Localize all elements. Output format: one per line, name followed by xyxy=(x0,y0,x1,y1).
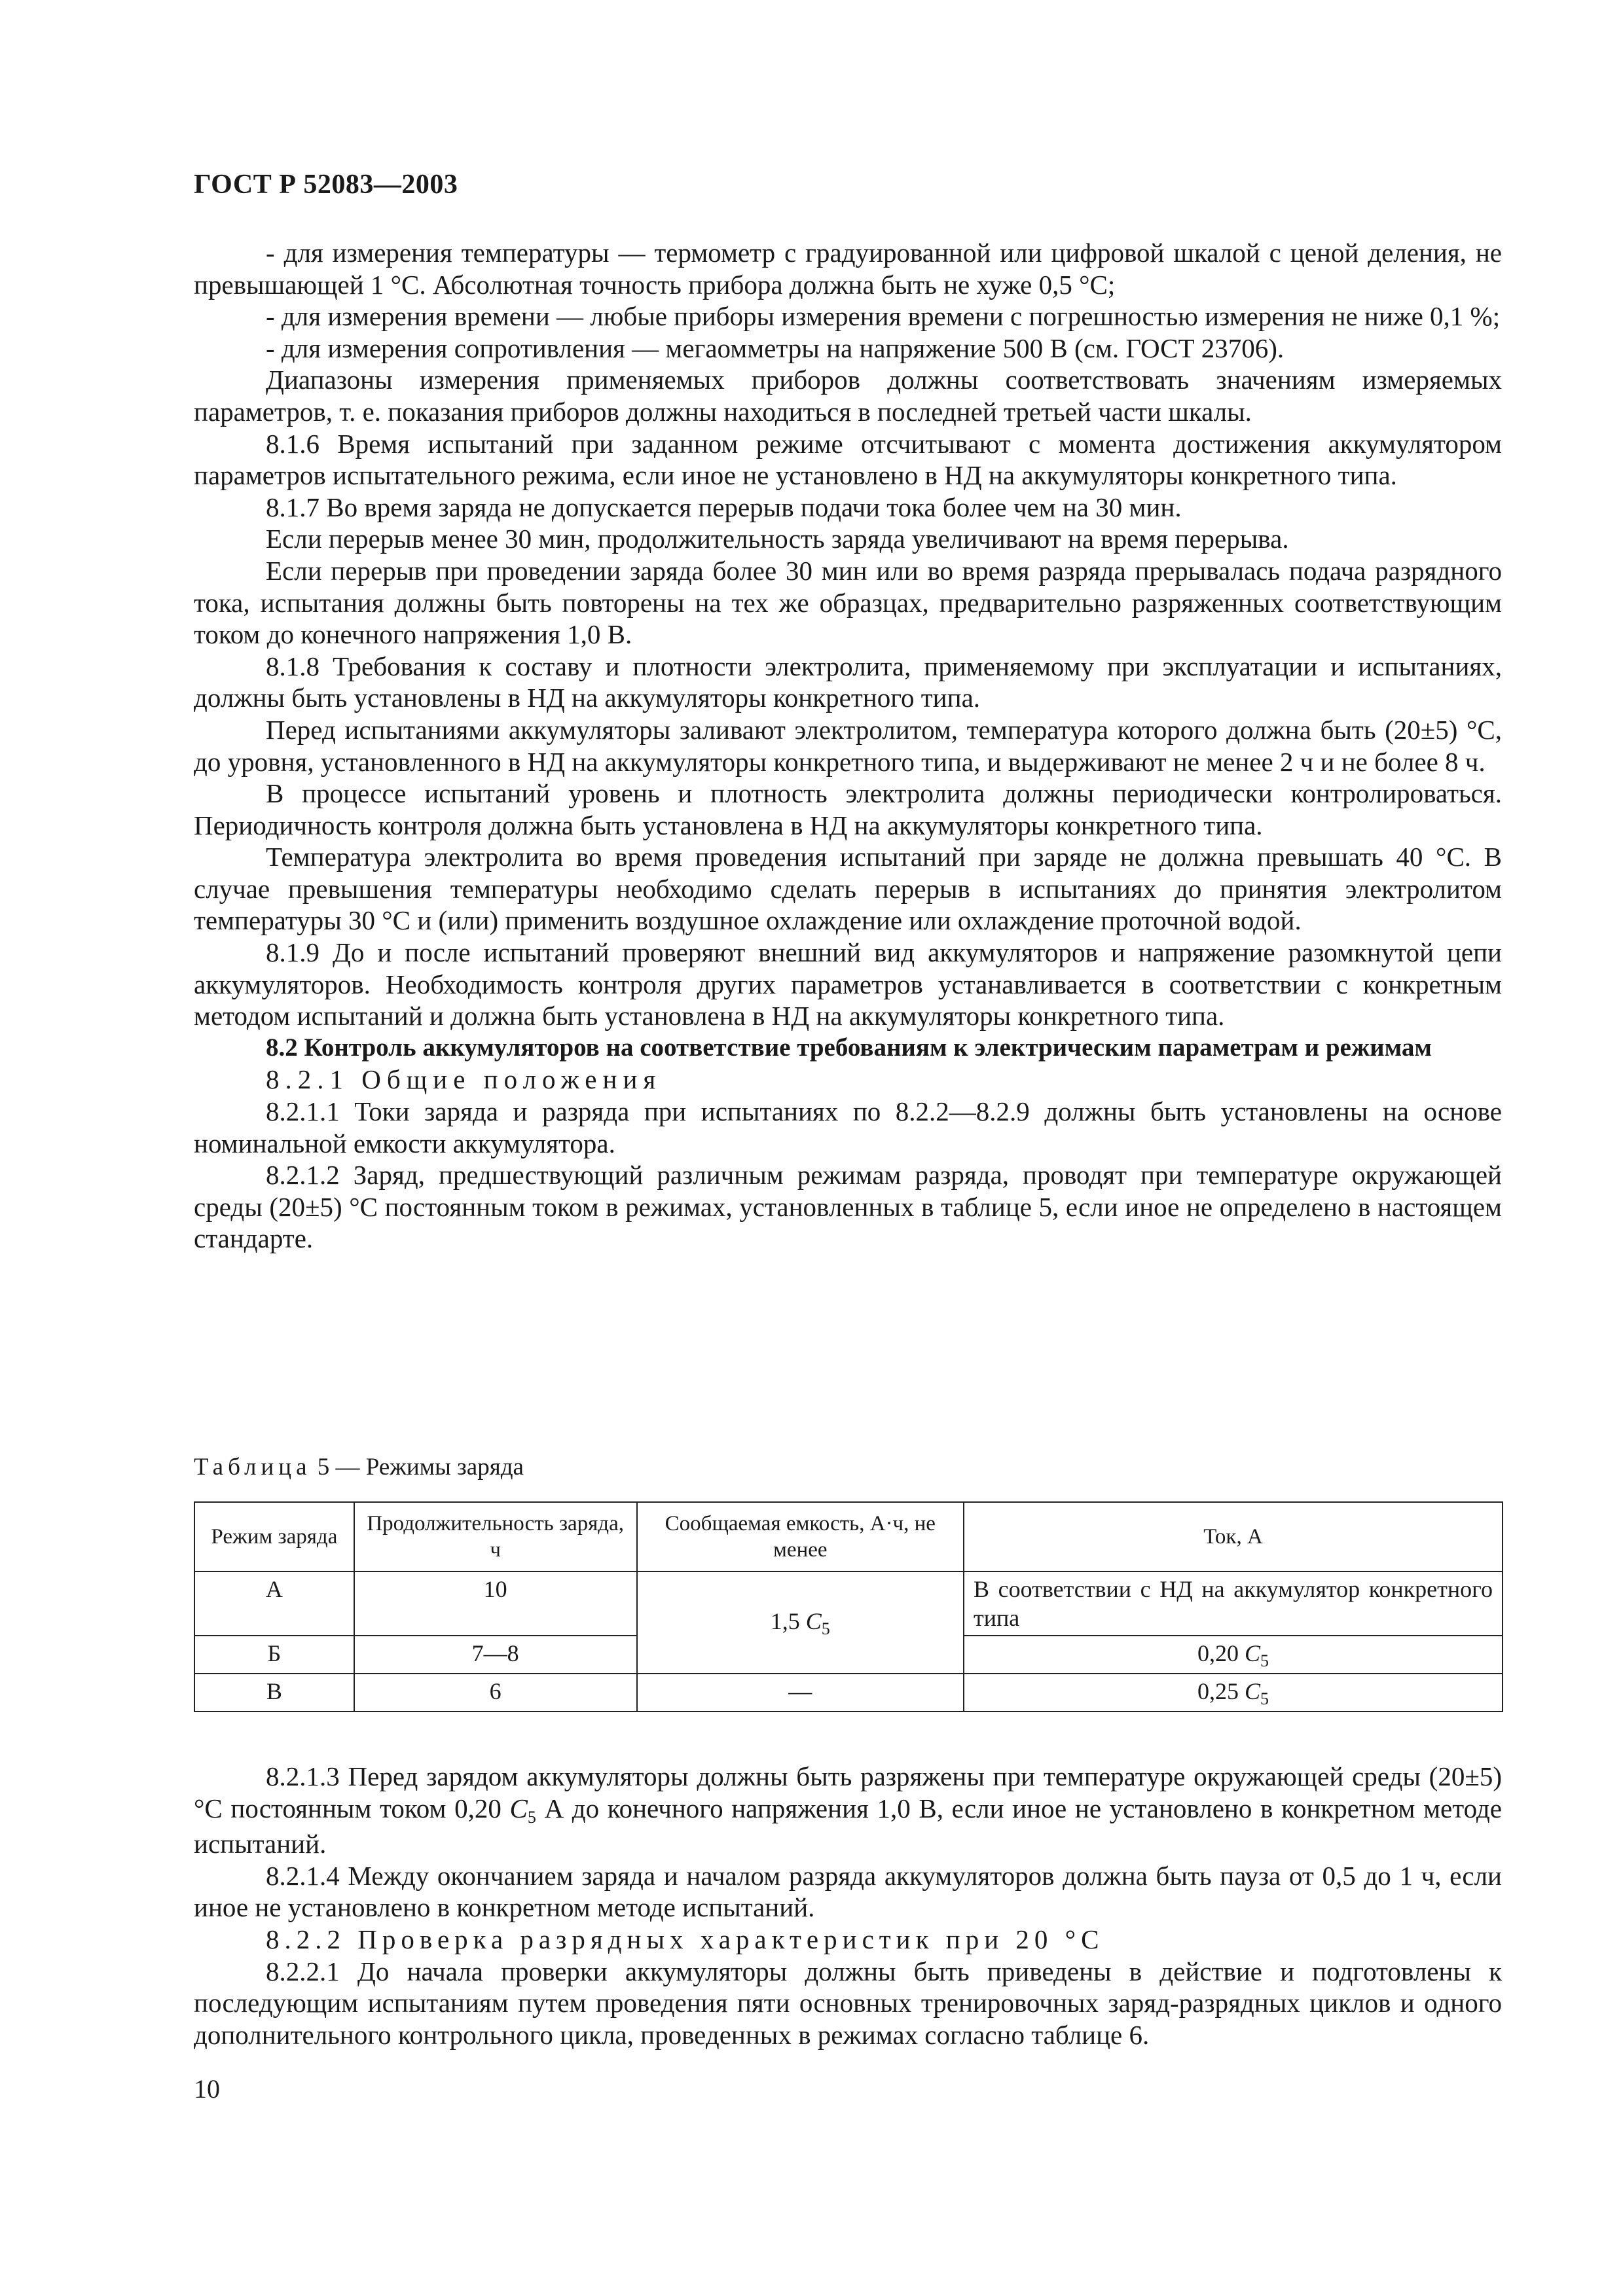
current-symbol: C xyxy=(1245,1678,1261,1704)
table-row xyxy=(194,1674,1503,1712)
table-caption-text: 5 — Режимы заряда xyxy=(311,1454,524,1480)
current-value: 0,25 xyxy=(1197,1678,1245,1704)
document-header: ГОСТ Р 52083—2003 xyxy=(194,170,458,200)
capacity-subscript: 5 xyxy=(821,1619,830,1638)
paragraph: 8.1.7 Во время заряда не допускается перерыв подачи тока более чем на 30 мин. xyxy=(266,492,1182,522)
subsection-heading-8-2-2: 8.2.2 Проверка разрядных характеристик при 20 °С xyxy=(266,1924,1104,1954)
cell-mode: А xyxy=(194,1571,354,1636)
cell-current xyxy=(964,1636,1503,1674)
current-subscript: 5 xyxy=(527,1807,536,1827)
cell-capacity-merged xyxy=(637,1571,964,1674)
paragraph: Температура электролита во время проведения испытаний при заряде не должна превышать 40 °С. В случае превышения температуры необходимо сделать перерыв в испытаниях до принятия электролитом температуры 30 °С и (или) применить воздушное охлаждение или охлаждение проточной водой. xyxy=(194,842,1502,936)
paragraph: 8.1.6 Время испытаний при заданном режиме отсчитывают с момента достижения аккумулятором параметров испытательного режима, если иное не установлено в НД на аккумуляторы конкретного типа. xyxy=(194,428,1502,491)
paragraph: - для измерения температуры — термометр с градуированной или цифровой шкалой с ценой деления, не превышающей 1 °С. Абсолютная точность прибора должна быть не хуже 0,5 °С; xyxy=(194,238,1502,300)
current-subscript: 5 xyxy=(1260,1651,1269,1670)
column-header-capacity: Сообщаемая емкость, А·ч, не менее xyxy=(637,1502,964,1571)
charge-modes-table xyxy=(194,1501,1503,1712)
current-value: 0,20 xyxy=(1197,1640,1245,1666)
subsection-heading-8-2-1: 8.2.1 Общие положения xyxy=(266,1064,662,1095)
column-header-mode: Режим заряда xyxy=(194,1502,354,1571)
column-header-current: Ток, А xyxy=(964,1502,1503,1571)
cell-mode: Б xyxy=(194,1636,354,1674)
body-text-top xyxy=(194,237,1502,1255)
capacity-symbol: C xyxy=(805,1608,822,1634)
paragraph: Диапазоны измерения применяемых приборов должны соответствовать значениям измеряемых параметров, т. е. показания приборов должны находиться в последней третьей части шкалы. xyxy=(194,365,1502,427)
table-row xyxy=(194,1571,1503,1636)
body-text-bottom xyxy=(194,1761,1502,2051)
paragraph: Перед испытаниями аккумуляторы заливают электролитом, температура которого должна быть (20±5) °С, до уровня, установленного в НД на аккумуляторы конкретного типа, и выдерживают не менее 2 ч и не более 8 ч. xyxy=(194,714,1502,777)
cell-duration: 10 xyxy=(354,1571,637,1636)
paragraph: 8.1.8 Требования к составу и плотности электролита, применяемому при эксплуатации и испытаниях, должны быть установлены в НД на аккумуляторы конкретного типа. xyxy=(194,651,1502,713)
column-header-duration: Продолжительность заряда, ч xyxy=(354,1502,637,1571)
capacity-value: 1,5 xyxy=(770,1608,806,1634)
current-symbol: C xyxy=(509,1793,528,1823)
paragraph-part: 8.2.1.3 Перед зарядом аккумуляторы должны быть разряжены при температуре окружающей среды (20±5) °С постоянным током 0,20 xyxy=(194,1761,1502,1823)
paragraph: 8.1.9 До и после испытаний проверяют внешний вид аккумуляторов и напряжение разомкнутой цепи аккумуляторов. Необходимость контроля других параметров устанавливается в соответствии с конкретным методом испытаний и должна быть установлена в НД на аккумуляторы конкретного типа. xyxy=(194,937,1502,1031)
page-number: 10 xyxy=(194,2074,220,2104)
paragraph: - для измерения времени — любые приборы измерения времени с погрешностью измерения не ниже 0,1 %; xyxy=(266,301,1501,332)
table-caption xyxy=(194,1453,524,1481)
paragraph: - для измерения сопротивления — мегаомметры на напряжение 500 В (см. ГОСТ 23706). xyxy=(266,332,1285,363)
paragraph: 8.2.1.4 Между окончанием заряда и началом разряда аккумуляторов должна быть пауза от 0,5 до 1 ч, если иное не установлено в конкретном методе испытаний. xyxy=(194,1860,1502,1923)
table-caption-prefix: Таблица xyxy=(194,1454,312,1480)
paragraph: В процессе испытаний уровень и плотность электролита должны периодически контролироваться. Периодичность контроля должна быть установлена в НД на аккумуляторы конкретного типа. xyxy=(194,778,1502,840)
table-header-row xyxy=(194,1502,1503,1571)
paragraph: Если перерыв менее 30 мин, продолжительность заряда увеличивают на время перерыва. xyxy=(266,524,1289,554)
cell-mode: В xyxy=(194,1674,354,1712)
paragraph: Если перерыв при проведении заряда более 30 мин или во время разряда прерывалась подача разрядного тока, испытания должны быть повторены на тех же образцах, предварительно разряженных соответствующим током до конечного напряжения 1,0 В. xyxy=(194,555,1502,650)
paragraph xyxy=(194,1761,1502,1860)
cell-current xyxy=(964,1674,1503,1712)
current-subscript: 5 xyxy=(1260,1689,1269,1708)
cell-duration: 6 xyxy=(354,1674,637,1712)
paragraph: 8.2.1.1 Токи заряда и разряда при испытаниях по 8.2.2—8.2.9 должны быть установлены на основе номинальной емкости аккумулятора. xyxy=(194,1096,1502,1158)
current-symbol: C xyxy=(1245,1640,1261,1666)
paragraph: 8.2.2.1 До начала проверки аккумуляторы должны быть приведены в действие и подготовлены к последующим испытаниям путем проведения пяти основных тренировочных заряд-разрядных циклов и одного дополнительного контрольного цикла, проведенных в режимах согласно таблице 6. xyxy=(194,1956,1502,2050)
section-heading-8-2: 8.2 Контроль аккумуляторов на соответствие требованиям к электрическим параметрам и режимам xyxy=(266,1033,1432,1062)
cell-duration: 7—8 xyxy=(354,1636,637,1674)
paragraph: 8.2.1.2 Заряд, предшествующий различным режимам разряда, проводят при температуре окружающей среды (20±5) °С постоянным током в режимах, установленных в таблице 5, если иное не определено в настоящем стандарте. xyxy=(194,1160,1502,1254)
cell-current: В соответствии с НД на аккумулятор конкретного типа xyxy=(964,1571,1503,1636)
cell-capacity: — xyxy=(637,1674,964,1712)
paragraph-part: А до конечного напряжения 1,0 В, если иное не установлено в конкретном методе испытаний. xyxy=(194,1793,1502,1859)
